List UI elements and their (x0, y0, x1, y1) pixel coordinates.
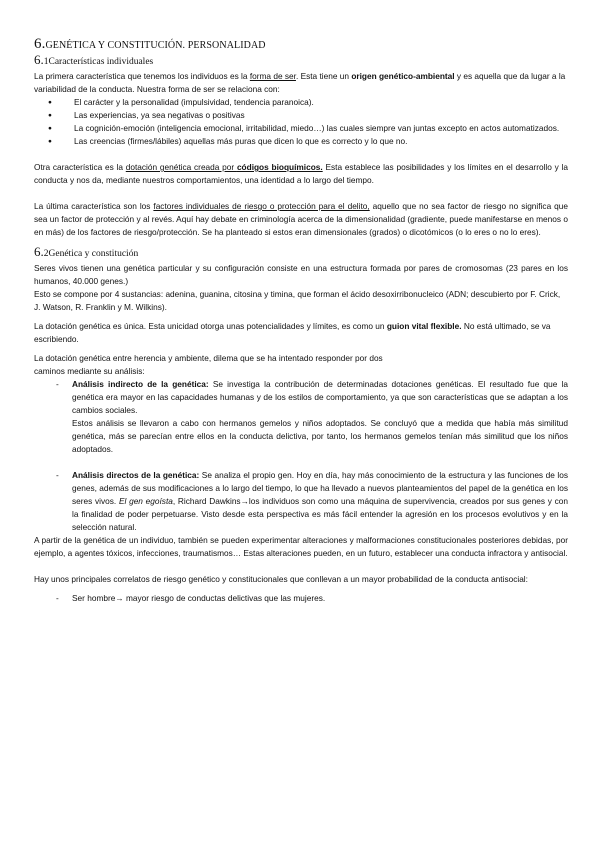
section-title (34, 38, 568, 52)
dash-item-ser-hombre: - Ser hombre→ mayor riesgo de conductas delictivas que las mujeres. (56, 593, 326, 603)
bullet-list (34, 96, 568, 148)
paragraph-factores-riesgo: La última característica son los factores individuales de riesgo o protección para el delito, aquello que no sea factor de riesgo no significa que sea un factor de protección y al revés. Aquí hay debate en criminología acerca de la dimensionalidad (gradiente, puede manifestarse en menos o en más) de los factores de riesgo/protección. Se ha planteado si estos eran dimensionales (grados) o dicotómicos (o lo eres o no lo eres). (34, 201, 568, 237)
list-item: ● Las experiencias, ya sea negativas o positivas (34, 109, 568, 122)
paragraph-cromosomas: Seres vivos tienen una genética particular y su configuración consiste en una estructura formada por pares de cromosomas (23 pares en los humanos, 40.000 genes.) (34, 263, 568, 286)
dash-marker: - (56, 379, 59, 389)
list-item: ● Las creencias (firmes/lábiles) aquellas más puras que dicen lo que es correcto y lo que no. (34, 135, 568, 148)
subsection-number: 6. (34, 244, 44, 259)
section-title-text: GENÉTICA Y CONSTITUCIÓN. PERSONALIDAD (45, 40, 266, 51)
dash-marker: - (56, 470, 59, 480)
subsection-title-text: 1Características individuales (43, 57, 154, 67)
document-page (34, 38, 568, 605)
dash-marker: - (56, 593, 59, 603)
section-number: 6. (34, 36, 46, 52)
paragraph-forma-de-ser: La primera característica que tenemos los individuos es la forma de ser. Esta tiene un origen genético-ambiental y es aquella que da lugar a la variabilidad de la conducta. Nuestra forma de ser se relaciona con: (34, 71, 566, 94)
paragraph-dotacion-genetica: Otra característica es la dotación genética creada por códigos bioquímicos. Esta establece las posibilidades y los límites en el desarrollo y la conducta y nos da, mediante nuestros comportamientos, una identidad a lo largo del tiempo. (34, 162, 569, 185)
dash-item-analisis-directo: - Análisis directos de la genética: Se analiza el propio gen. Hoy en día, hay más conocimiento de la estructura y las funciones de los genes, además de sus modificaciones a lo largo del tiempo, lo que ha llevado a nuevos planteamientos del papel de la genética en los seres vivos. El gen egoísta, Richard Dawkins→los individuos son como una máquina de supervivencia, creados por sus genes y con la finalidad de poder perpetuarse. Visto desde esta perspectiva es más fácil entender la agresión en los procesos evolutivos y en la selección natural. (56, 470, 569, 532)
subsection-title-2 (34, 245, 568, 261)
paragraph-adn: Esto se compone por 4 sustancias: adenina, guanina, citosina y timina, que forman el ácido desoxirribonucleico (ADN; descubierto por F. Crick, J. Watson, R. Franklin y M. Wilkins). (34, 289, 561, 312)
paragraph-guion-vital: La dotación genética es única. Esta unicidad otorga unas potencialidades y límites, es como un guion vital flexible. No está ultimado, se va escribiendo. (34, 321, 551, 344)
paragraph-correlatos: Hay unos principales correlatos de riesgo genético y constitucionales que conllevan a un mayor probabilidad de la conducta antisocial: (34, 574, 528, 584)
list-item: ● El carácter y la personalidad (impulsividad, tendencia paranoica). (34, 96, 568, 109)
subsection-title-1 (34, 53, 568, 69)
subsection-title-text: 2Genética y constitución (43, 249, 139, 259)
subsection-number: 6. (34, 52, 44, 67)
dash-item-analisis-indirecto: - Análisis indirecto de la genética: Se investiga la contribución de determinadas dotaciones genéticas. El resultado fue que la genética era mayor en las capacidades humanas y de los estilos de comportamiento, ya que son características que se adaptan a los cambios sociales. Estos análisis se llevaron a cabo con hermanos gemelos y niños adoptados. Se concluyó que a medida que había más similitud genética, más se parecían entre ellos en la conducta delictiva, por tanto, los hermanos gemelos tenían más similitud que los niños adoptados. (56, 379, 568, 454)
paragraph-alteraciones: A partir de la genética de un individuo, también se pueden experimentar alteraciones y malformaciones constitucionales posteriores debidas, por ejemplo, a agentes tóxicos, infecciones, traumatismos… Estas alteraciones pueden, en un futuro, establecer una conducta infractora y antisocial. (34, 535, 568, 558)
paragraph-herencia-ambiente: La dotación genética entre herencia y ambiente, dilema que se ha intentado responder por dos caminos mediante su análisis: (34, 353, 383, 376)
list-item: ● La cognición-emoción (inteligencia emocional, irritabilidad, miedo…) las cuales siempre van juntas excepto en actos automatizados. (34, 122, 568, 135)
